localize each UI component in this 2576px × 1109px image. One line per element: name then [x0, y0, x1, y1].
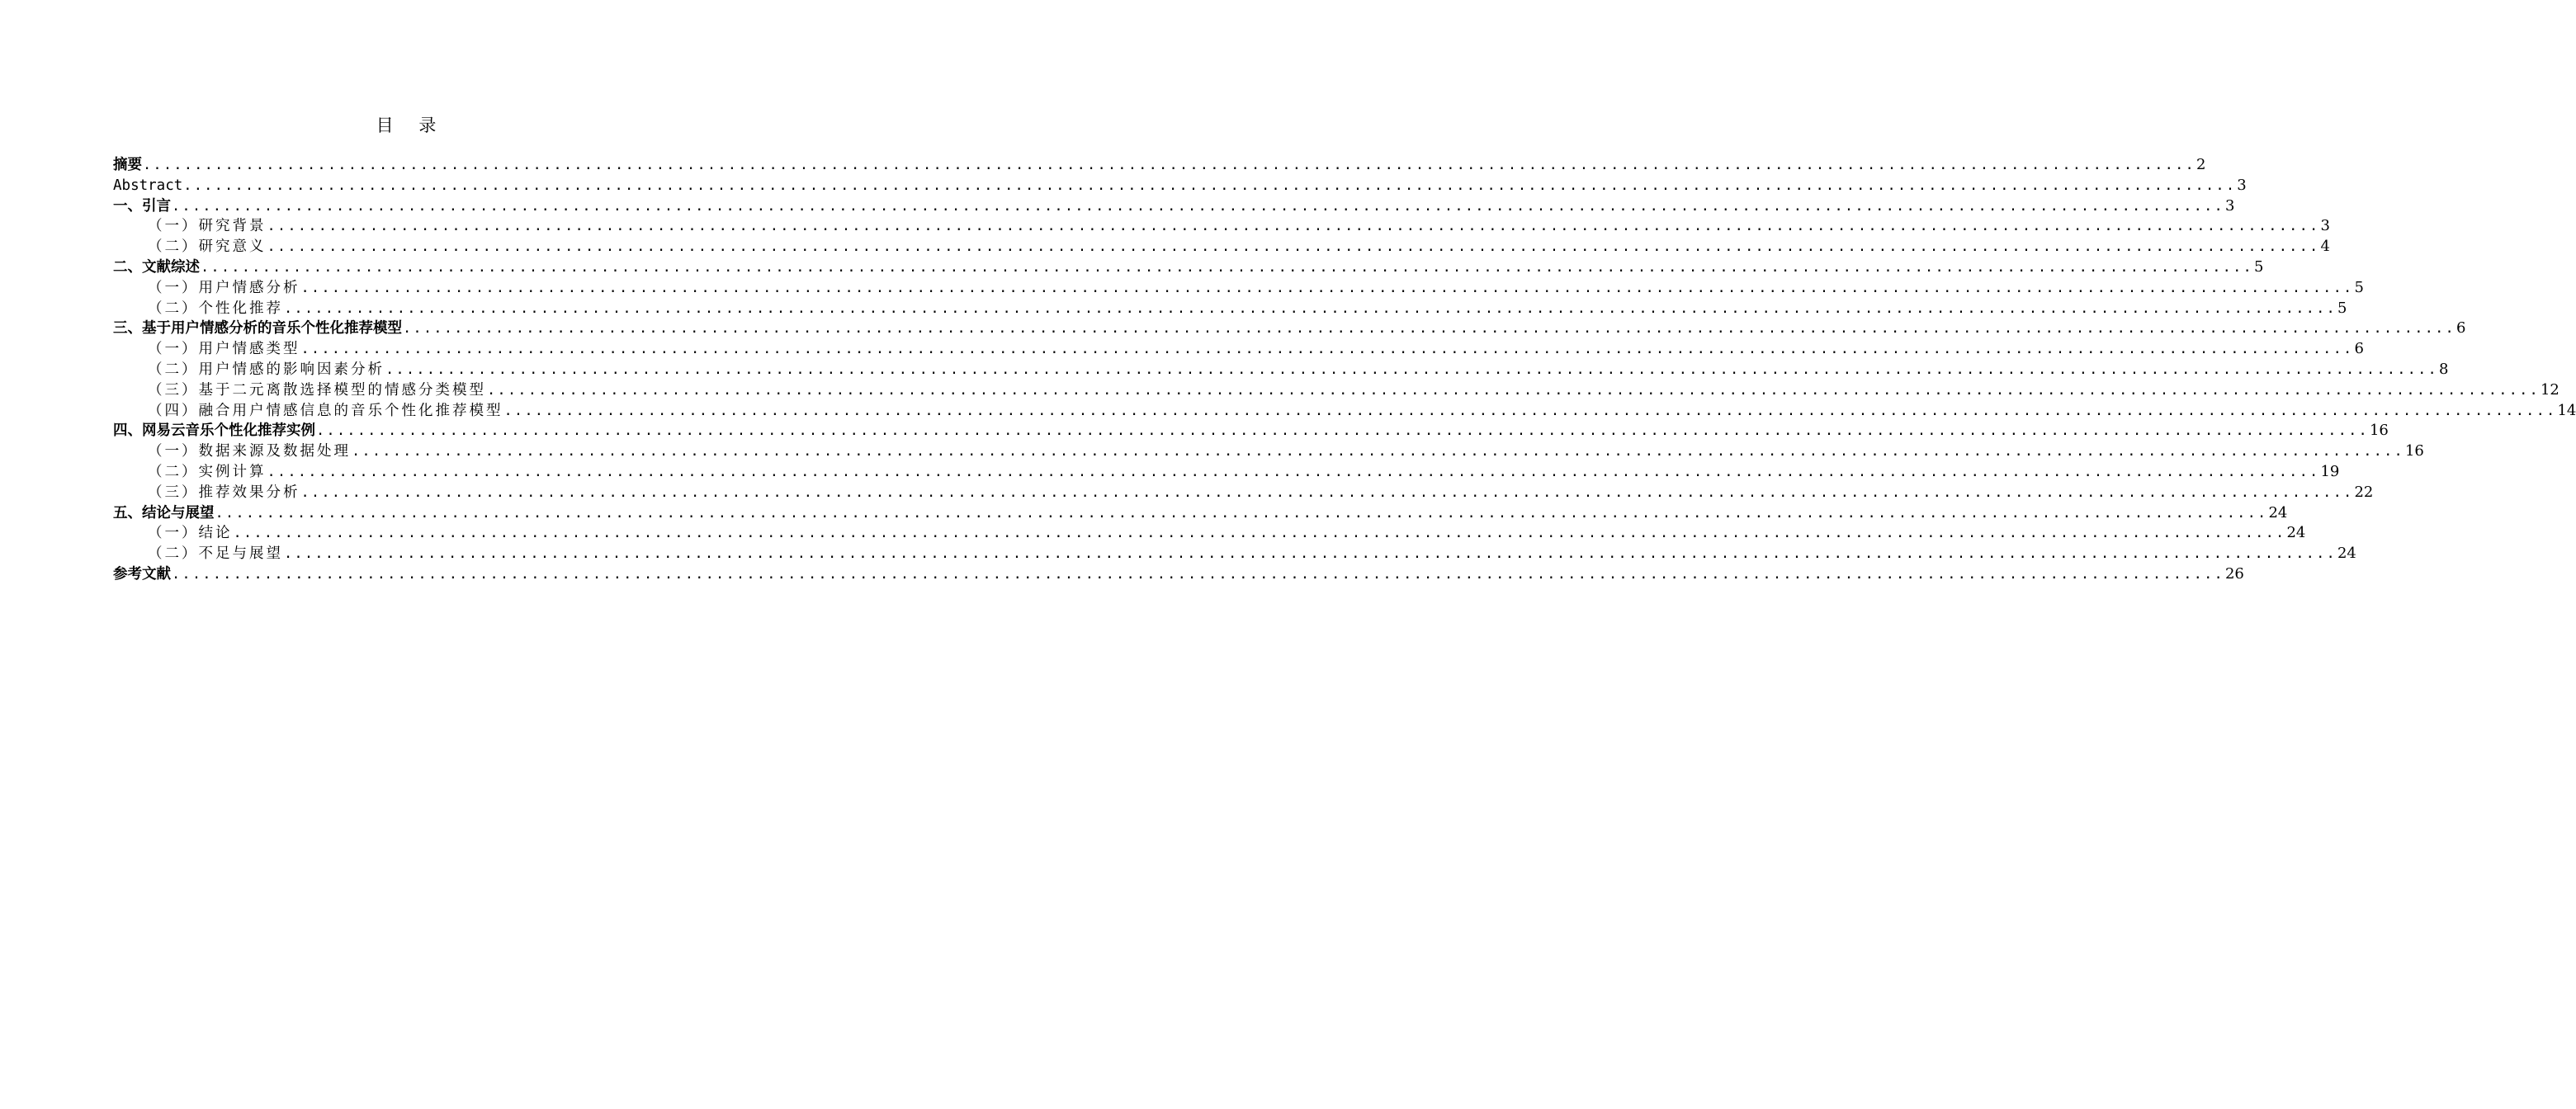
toc-entry-page: 24: [2268, 503, 2288, 521]
toc-entry-page: 3: [2224, 196, 2235, 215]
toc-leader-dots: ........................................................................................................................................................................................................: [300, 341, 2354, 358]
toc-entry-page: 22: [2354, 483, 2374, 501]
toc-entry-page: 19: [2320, 462, 2340, 480]
toc-entry[interactable]: [113, 523, 2306, 544]
toc-entry-page: 6: [2455, 319, 2466, 337]
toc-entry-page: 4: [2320, 238, 2330, 256]
toc-leader-dots: ........................................................................................................................................................................................................: [143, 157, 2196, 173]
toc-entry-label: 五、结论与展望: [113, 504, 215, 521]
toc-entry[interactable]: [113, 278, 2364, 299]
toc-entry-label: 一、引言: [113, 197, 171, 215]
toc-entry-page: 16: [2404, 442, 2424, 460]
toc-entry[interactable]: [113, 237, 2330, 257]
toc-entry[interactable]: [113, 564, 2244, 585]
toc-entry-page: 5: [2253, 257, 2264, 276]
toc-entry-label: （三）基于二元离散选择模型的情感分类模型: [148, 381, 486, 399]
toc-entry[interactable]: [113, 380, 2559, 401]
toc-leader-dots: ........................................................................................................................................................................................................: [183, 177, 2237, 194]
toc-entry-page: 24: [2286, 524, 2306, 542]
toc-leader-dots: ........................................................................................................................................................................................................: [403, 320, 2455, 337]
toc-leader-dots: ........................................................................................................................................................................................................: [316, 422, 2369, 440]
toc-leader-dots: ........................................................................................................................................................................................................: [267, 463, 2320, 480]
toc-entry-page: 24: [2337, 545, 2356, 563]
toc-entry-label: （二）研究意义: [148, 238, 267, 256]
toc-entry[interactable]: [113, 441, 2424, 462]
toc-entry-page: 3: [2320, 217, 2330, 235]
toc-entry-label: （三）推荐效果分析: [148, 484, 300, 501]
toc-entry[interactable]: [113, 176, 2247, 196]
toc-entry-label: （二）不足与展望: [148, 545, 283, 563]
toc-entry[interactable]: [113, 319, 2466, 339]
toc-leader-dots: ........................................................................................................................................................................................................: [215, 504, 2268, 521]
toc-leader-dots: ........................................................................................................................................................................................................: [201, 258, 2253, 276]
toc-leader-dots: ........................................................................................................................................................................................................: [267, 218, 2320, 235]
toc-entry-page: 12: [2540, 380, 2559, 399]
toc-entry-page: 26: [2224, 564, 2244, 583]
toc-entry-label: 二、文献综述: [113, 258, 200, 276]
toc-entry[interactable]: [113, 503, 2288, 524]
toc-entry-label: （一）数据来源及数据处理: [148, 443, 351, 460]
toc-leader-dots: ........................................................................................................................................................................................................: [284, 545, 2337, 563]
toc-entry-label: （一）用户情感类型: [148, 341, 300, 358]
toc-leader-dots: ........................................................................................................................................................................................................: [487, 381, 2540, 399]
toc-entry[interactable]: [113, 257, 2264, 278]
toc-leader-dots: ........................................................................................................................................................................................................: [172, 565, 2224, 583]
toc-entry-page: 16: [2369, 422, 2389, 440]
toc-entry[interactable]: [113, 544, 2356, 564]
toc-entry-label: 摘要: [113, 157, 142, 173]
toc-entry-label: （一）结论: [148, 525, 233, 542]
table-of-contents: [113, 155, 2576, 585]
toc-entry-page: 2: [2196, 156, 2206, 173]
toc-entry-label: （二）个性化推荐: [148, 300, 283, 317]
toc-entry[interactable]: [113, 401, 2576, 422]
toc-leader-dots: ........................................................................................................................................................................................................: [352, 443, 2404, 460]
toc-entry[interactable]: [113, 216, 2330, 237]
toc-leader-dots: ........................................................................................................................................................................................................: [267, 238, 2320, 256]
toc-entry[interactable]: [113, 462, 2340, 483]
toc-leader-dots: ........................................................................................................................................................................................................: [385, 361, 2438, 378]
toc-entry-page: 3: [2237, 176, 2247, 194]
toc-leader-dots: ........................................................................................................................................................................................................: [172, 197, 2224, 215]
toc-leader-dots: ........................................................................................................................................................................................................: [300, 484, 2354, 501]
toc-entry-label: 参考文献: [113, 565, 171, 583]
toc-entry-label: （一）研究背景: [148, 218, 267, 235]
toc-entry-page: 8: [2438, 360, 2449, 378]
toc-entry[interactable]: [113, 421, 2389, 441]
toc-entry[interactable]: [113, 299, 2347, 319]
toc-entry[interactable]: [113, 196, 2235, 217]
toc-leader-dots: ........................................................................................................................................................................................................: [284, 300, 2337, 317]
toc-entry-label: （二）用户情感的影响因素分析: [148, 361, 385, 378]
toc-entry-label: 三、基于用户情感分析的音乐个性化推荐模型: [113, 320, 402, 337]
toc-entry-page: 5: [2354, 278, 2364, 296]
toc-leader-dots: ........................................................................................................................................................................................................: [300, 279, 2354, 296]
toc-entry-label: Abstract: [113, 177, 183, 194]
toc-leader-dots: ........................................................................................................................................................................................................: [233, 525, 2286, 542]
toc-entry-label: （一）用户情感分析: [148, 279, 300, 296]
toc-entry-label: （二）实例计算: [148, 463, 267, 480]
toc-entry-label: （四）融合用户情感信息的音乐个性化推荐模型: [148, 402, 503, 419]
toc-entry[interactable]: [113, 360, 2449, 380]
toc-entry-page: 5: [2337, 299, 2347, 317]
toc-entry[interactable]: [113, 155, 2206, 176]
toc-entry-page: 6: [2354, 340, 2364, 358]
page-title: 目 录: [376, 116, 447, 135]
toc-entry[interactable]: [113, 483, 2374, 503]
toc-entry-page: 14: [2557, 401, 2576, 419]
toc-entry[interactable]: [113, 339, 2364, 360]
toc-entry-label: 四、网易云音乐个性化推荐实例: [113, 422, 315, 440]
toc-leader-dots: ........................................................................................................................................................................................................: [503, 402, 2557, 419]
